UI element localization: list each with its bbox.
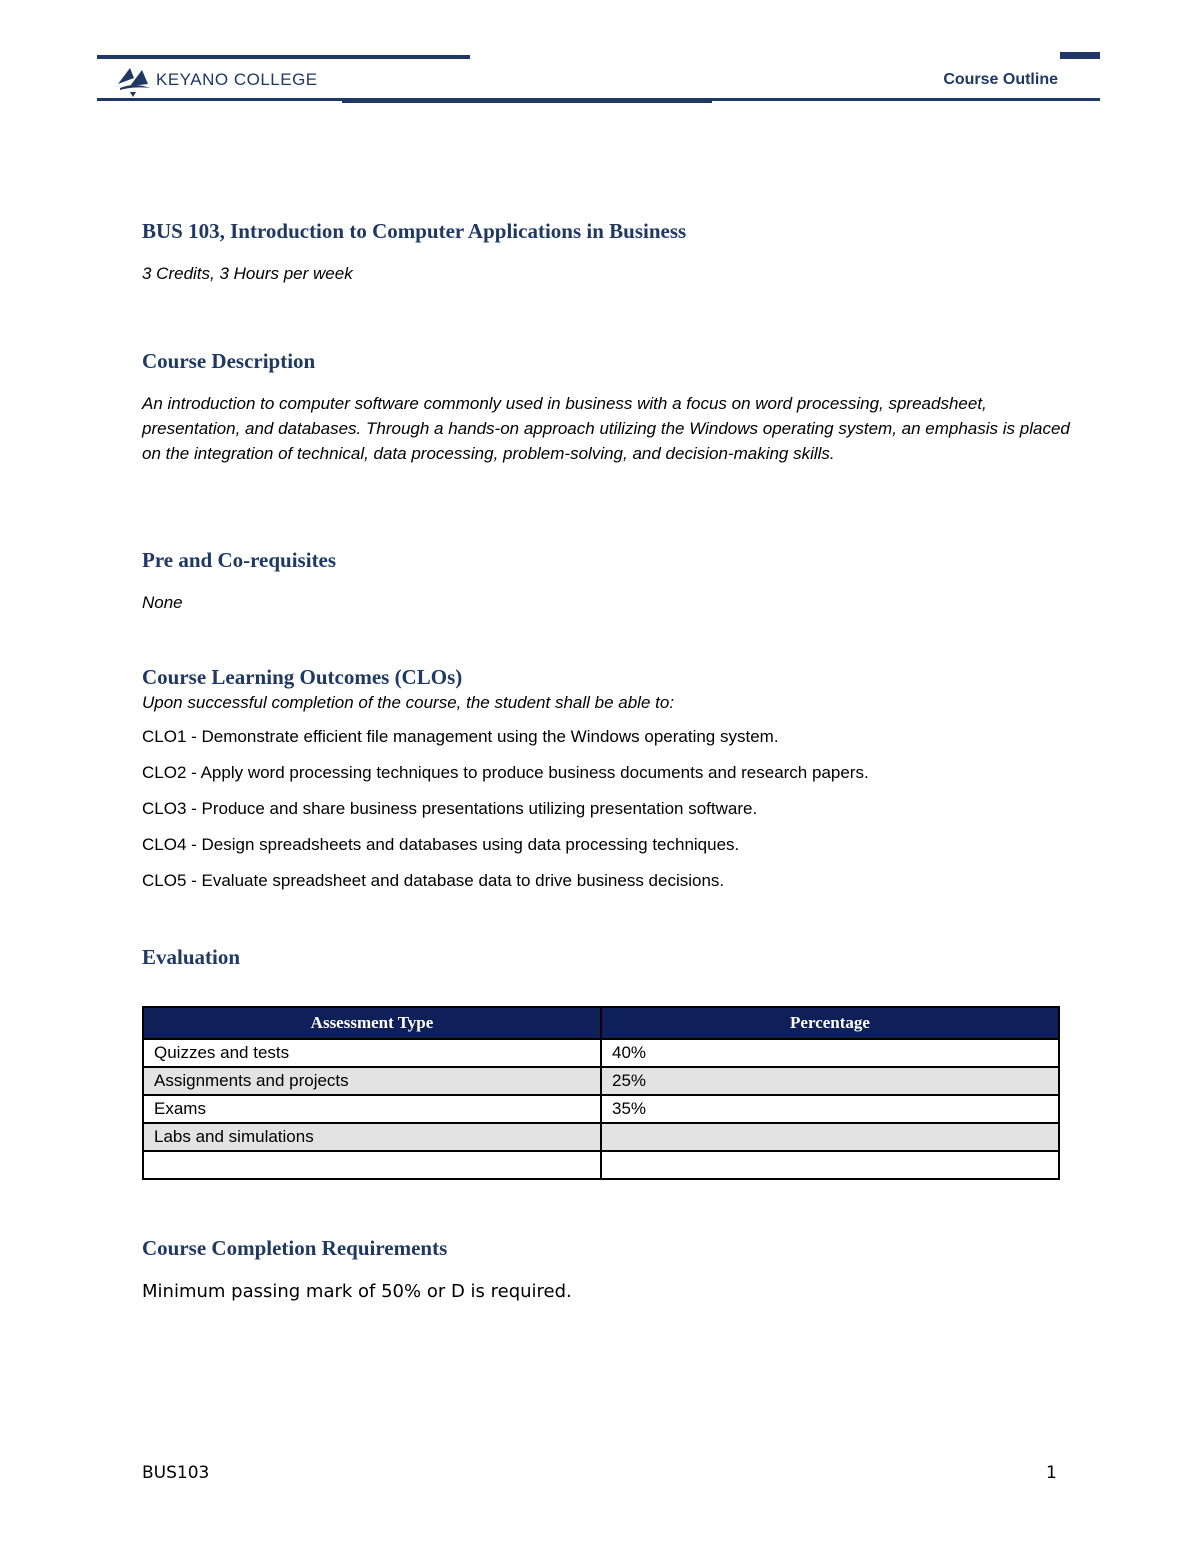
percentage-cell: 40% xyxy=(601,1039,1059,1067)
outcome-item: CLO3 - Produce and share business presentations utilizing presentation software. xyxy=(142,799,758,818)
table-row xyxy=(143,1067,1059,1095)
learning-outcomes-intro: Upon successful completion of the course, the student shall be able to: xyxy=(142,693,675,712)
header-bottom-rule-accent xyxy=(342,100,712,103)
keyano-logo-icon xyxy=(116,64,152,98)
assessment-type-cell xyxy=(143,1151,601,1179)
footer-course-code: BUS103 xyxy=(142,1463,210,1483)
evaluation-heading: Evaluation xyxy=(142,945,241,969)
table-row xyxy=(143,1095,1059,1123)
header-rule-gap xyxy=(470,55,1060,59)
table-row xyxy=(143,1123,1059,1151)
course-credits: 3 Credits, 3 Hours per week xyxy=(142,264,353,283)
completion-requirements-text: Minimum passing mark of 50% or D is required. xyxy=(142,1281,572,1302)
college-name: KEYANO COLLEGE xyxy=(156,70,318,89)
percentage-cell xyxy=(601,1123,1059,1151)
percentage-cell xyxy=(601,1151,1059,1179)
page-number: 1 xyxy=(1046,1463,1057,1483)
outcome-item: CLO2 - Apply word processing techniques to produce business documents and research papers. xyxy=(142,763,869,782)
learning-outcomes-heading: Course Learning Outcomes (CLOs) xyxy=(142,665,463,689)
course-description-text: An introduction to computer software commonly used in business with a focus on word processing, spreadsheet, presentation, and databases. Through a hands-on approach utilizing the Windows operating system, an emphasis is placed on the integration of technical, data processing, problem-solving, and decision-making skills. xyxy=(142,394,1070,463)
assessment-type-cell: Assignments and projects xyxy=(143,1067,601,1095)
evaluation-table xyxy=(142,1006,1060,1180)
percentage-cell: 35% xyxy=(601,1095,1059,1123)
outcome-item: CLO4 - Design spreadsheets and databases using data processing techniques. xyxy=(142,835,740,854)
document-type-label: Course Outline xyxy=(943,71,1058,88)
assessment-type-cell: Exams xyxy=(143,1095,601,1123)
prerequisites-heading: Pre and Co-requisites xyxy=(142,548,337,572)
column-header-assessment-type: Assessment Type xyxy=(143,1007,601,1039)
completion-requirements-heading: Course Completion Requirements xyxy=(142,1236,448,1260)
percentage-cell: 25% xyxy=(601,1067,1059,1095)
course-description-heading: Course Description xyxy=(142,349,316,373)
column-header-percentage: Percentage xyxy=(601,1007,1059,1039)
outcome-item: CLO5 - Evaluate spreadsheet and database data to drive business decisions. xyxy=(142,871,725,890)
prerequisites-text: None xyxy=(142,593,183,612)
assessment-type-cell: Quizzes and tests xyxy=(143,1039,601,1067)
table-row xyxy=(143,1039,1059,1067)
outcome-item: CLO1 - Demonstrate efficient file management using the Windows operating system. xyxy=(142,727,779,746)
header-rule-accent xyxy=(1060,52,1100,56)
assessment-type-cell: Labs and simulations xyxy=(143,1123,601,1151)
table-row xyxy=(143,1151,1059,1179)
course-title: BUS 103, Introduction to Computer Applications in Business xyxy=(142,219,687,243)
table-header-row xyxy=(143,1007,1059,1039)
